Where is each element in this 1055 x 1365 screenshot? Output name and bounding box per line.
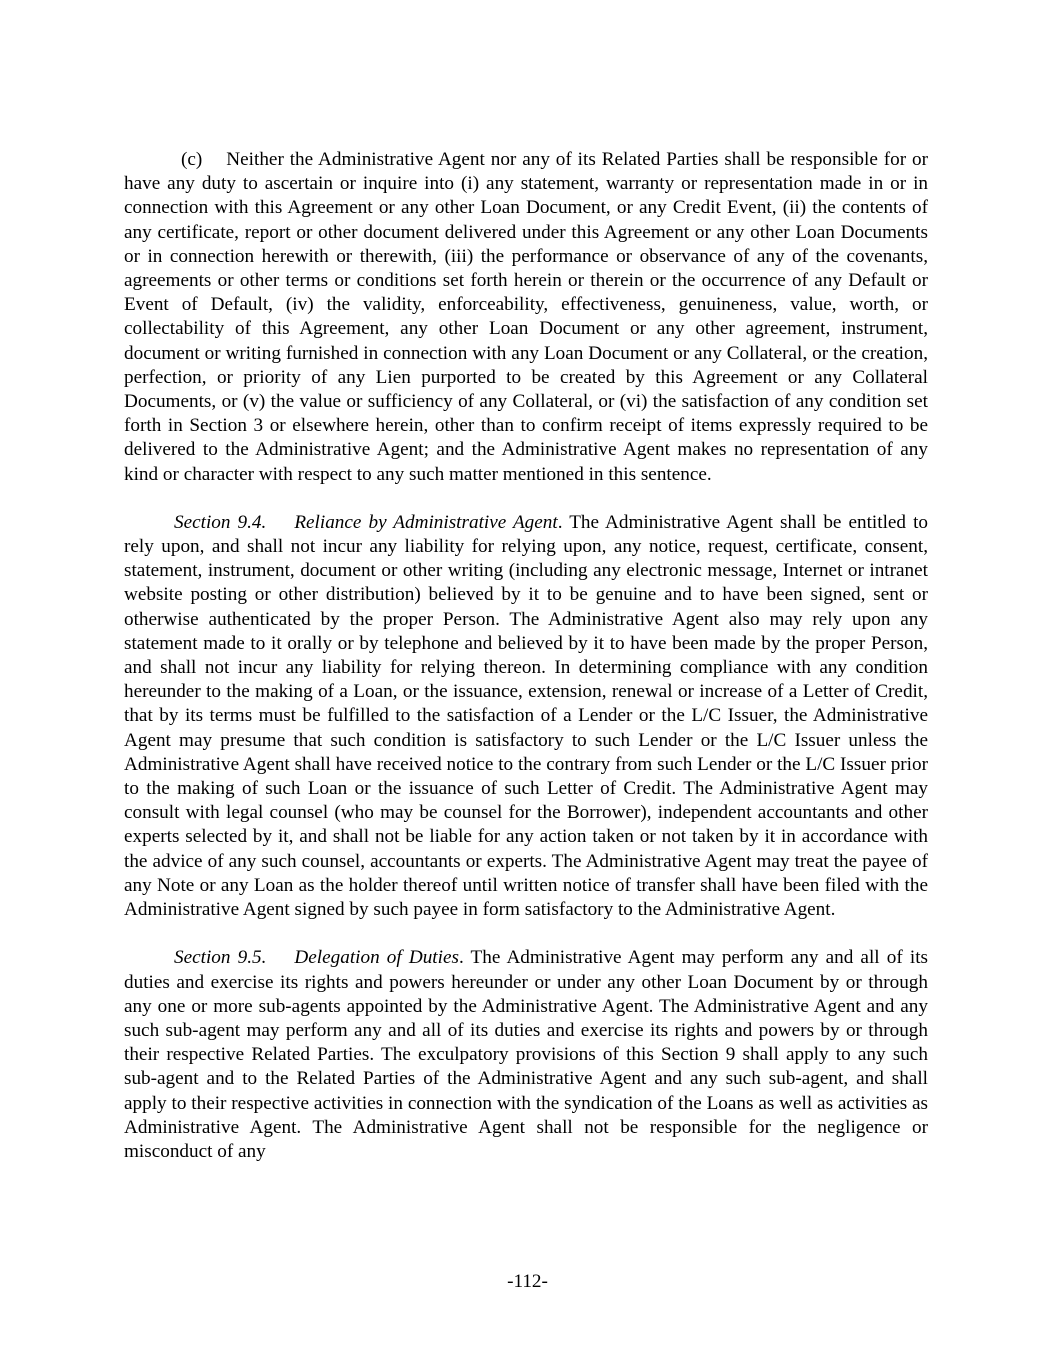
section-heading: Reliance by Administrative Agent: [294, 511, 558, 533]
section-text: . The Administrative Agent shall be entitled to rely upon, and shall not incur any liability for relying upon, any notice, request, certificate, consent, statement, instrument, document or other writing (including any electronic message, Internet or intranet website posting or other distribution) believed by it to be genuine and to have been signed, sent or otherwise authenticated by the proper Person. The Administrative Agent also may rely upon any statement made to it orally or by telephone and believed by it to have been made by the proper Person, and shall not incur any liability for relying thereon. In determining compliance with any condition hereunder to the making of a Loan, or the issuance, extension, renewal or increase of a Letter of Credit, that by its terms must be fulfilled to the satisfaction of a Lender or the L/C Issuer, the Administrative Agent may presume that such condition is satisfactory to such Lender or the L/C Issuer unless the Administrative Agent shall have received notice to the contrary from such Lender or the L/C Issuer prior to the making of such Loan or the issuance of such Letter of Credit. The Administrative Agent may consult with legal counsel (who may be counsel for the Borrower), independent accountants and other experts selected by it, and shall not be liable for any action taken or not taken by it in accordance with the advice of any such counsel, accountants or experts. The Administrative Agent may treat the payee of any Note or any Loan as the holder thereof until written notice of transfer shall have been filed with the Administrative Agent signed by such payee in form satisfactory to the Administrative Agent.: [124, 511, 928, 921]
section-number: Section 9.5.: [174, 947, 267, 969]
section-heading: Delegation of Duties: [294, 947, 459, 969]
paragraph-text: Neither the Administrative Agent nor any of its Related Parties shall be responsible for or have any duty to ascertain or inquire into (i) any statement, warranty or representation made in or in connection with this Agreement or any other Loan Document, or any Credit Event, (ii) the contents of any certificate, report or other document delivered under this Agreement or any other Loan Documents or in connection herewith or therewith, (iii) the performance or observance of any of the covenants, agreements or other terms or conditions set forth herein or therein or the occurrence of any Default or Event of Default, (iv) the validity, enforceability, effectiveness, genuineness, value, worth, or collectability of this Agreement, any other Loan Document or any other agreement, instrument, document or writing furnished in connection with any Loan Document or any Collateral, or the creation, perfection, or priority of any Lien purported to be created by this Agreement or any Collateral Documents, or (v) the value or sufficiency of any Collateral, or (vi) the satisfaction of any condition set forth in Section 3 or elsewhere herein, other than to confirm receipt of items expressly required to be delivered to the Administrative Agent; and the Administrative Agent makes no representation of any kind or character with respect to any such matter mentioned in this sentence.: [124, 149, 928, 485]
page-number: -112-: [507, 1271, 548, 1292]
paragraph-c: [124, 148, 928, 487]
paragraph-label: (c): [181, 149, 203, 170]
section-text: . The Administrative Agent may perform any and all of its duties and exercise its rights and powers hereunder or under any other Loan Document by or through any one or more sub-agents appointed by the Administrative Agent. The Administrative Agent and any such sub-agent may perform any and all of its duties and exercise its rights and powers by or through their respective Related Parties. The exculpatory provisions of this Section 9 shall apply to any such sub-agent and to the Related Parties of the Administrative Agent and any such sub-agent, and shall apply to their respective activities in connection with the syndication of the Loans as well as activities as Administrative Agent. The Administrative Agent shall not be responsible for the negligence or misconduct of any: [124, 947, 928, 1162]
section-9-4: [124, 511, 928, 922]
section-9-5: [124, 946, 928, 1164]
document-body: [124, 148, 928, 1164]
section-number: Section 9.4.: [174, 511, 267, 533]
